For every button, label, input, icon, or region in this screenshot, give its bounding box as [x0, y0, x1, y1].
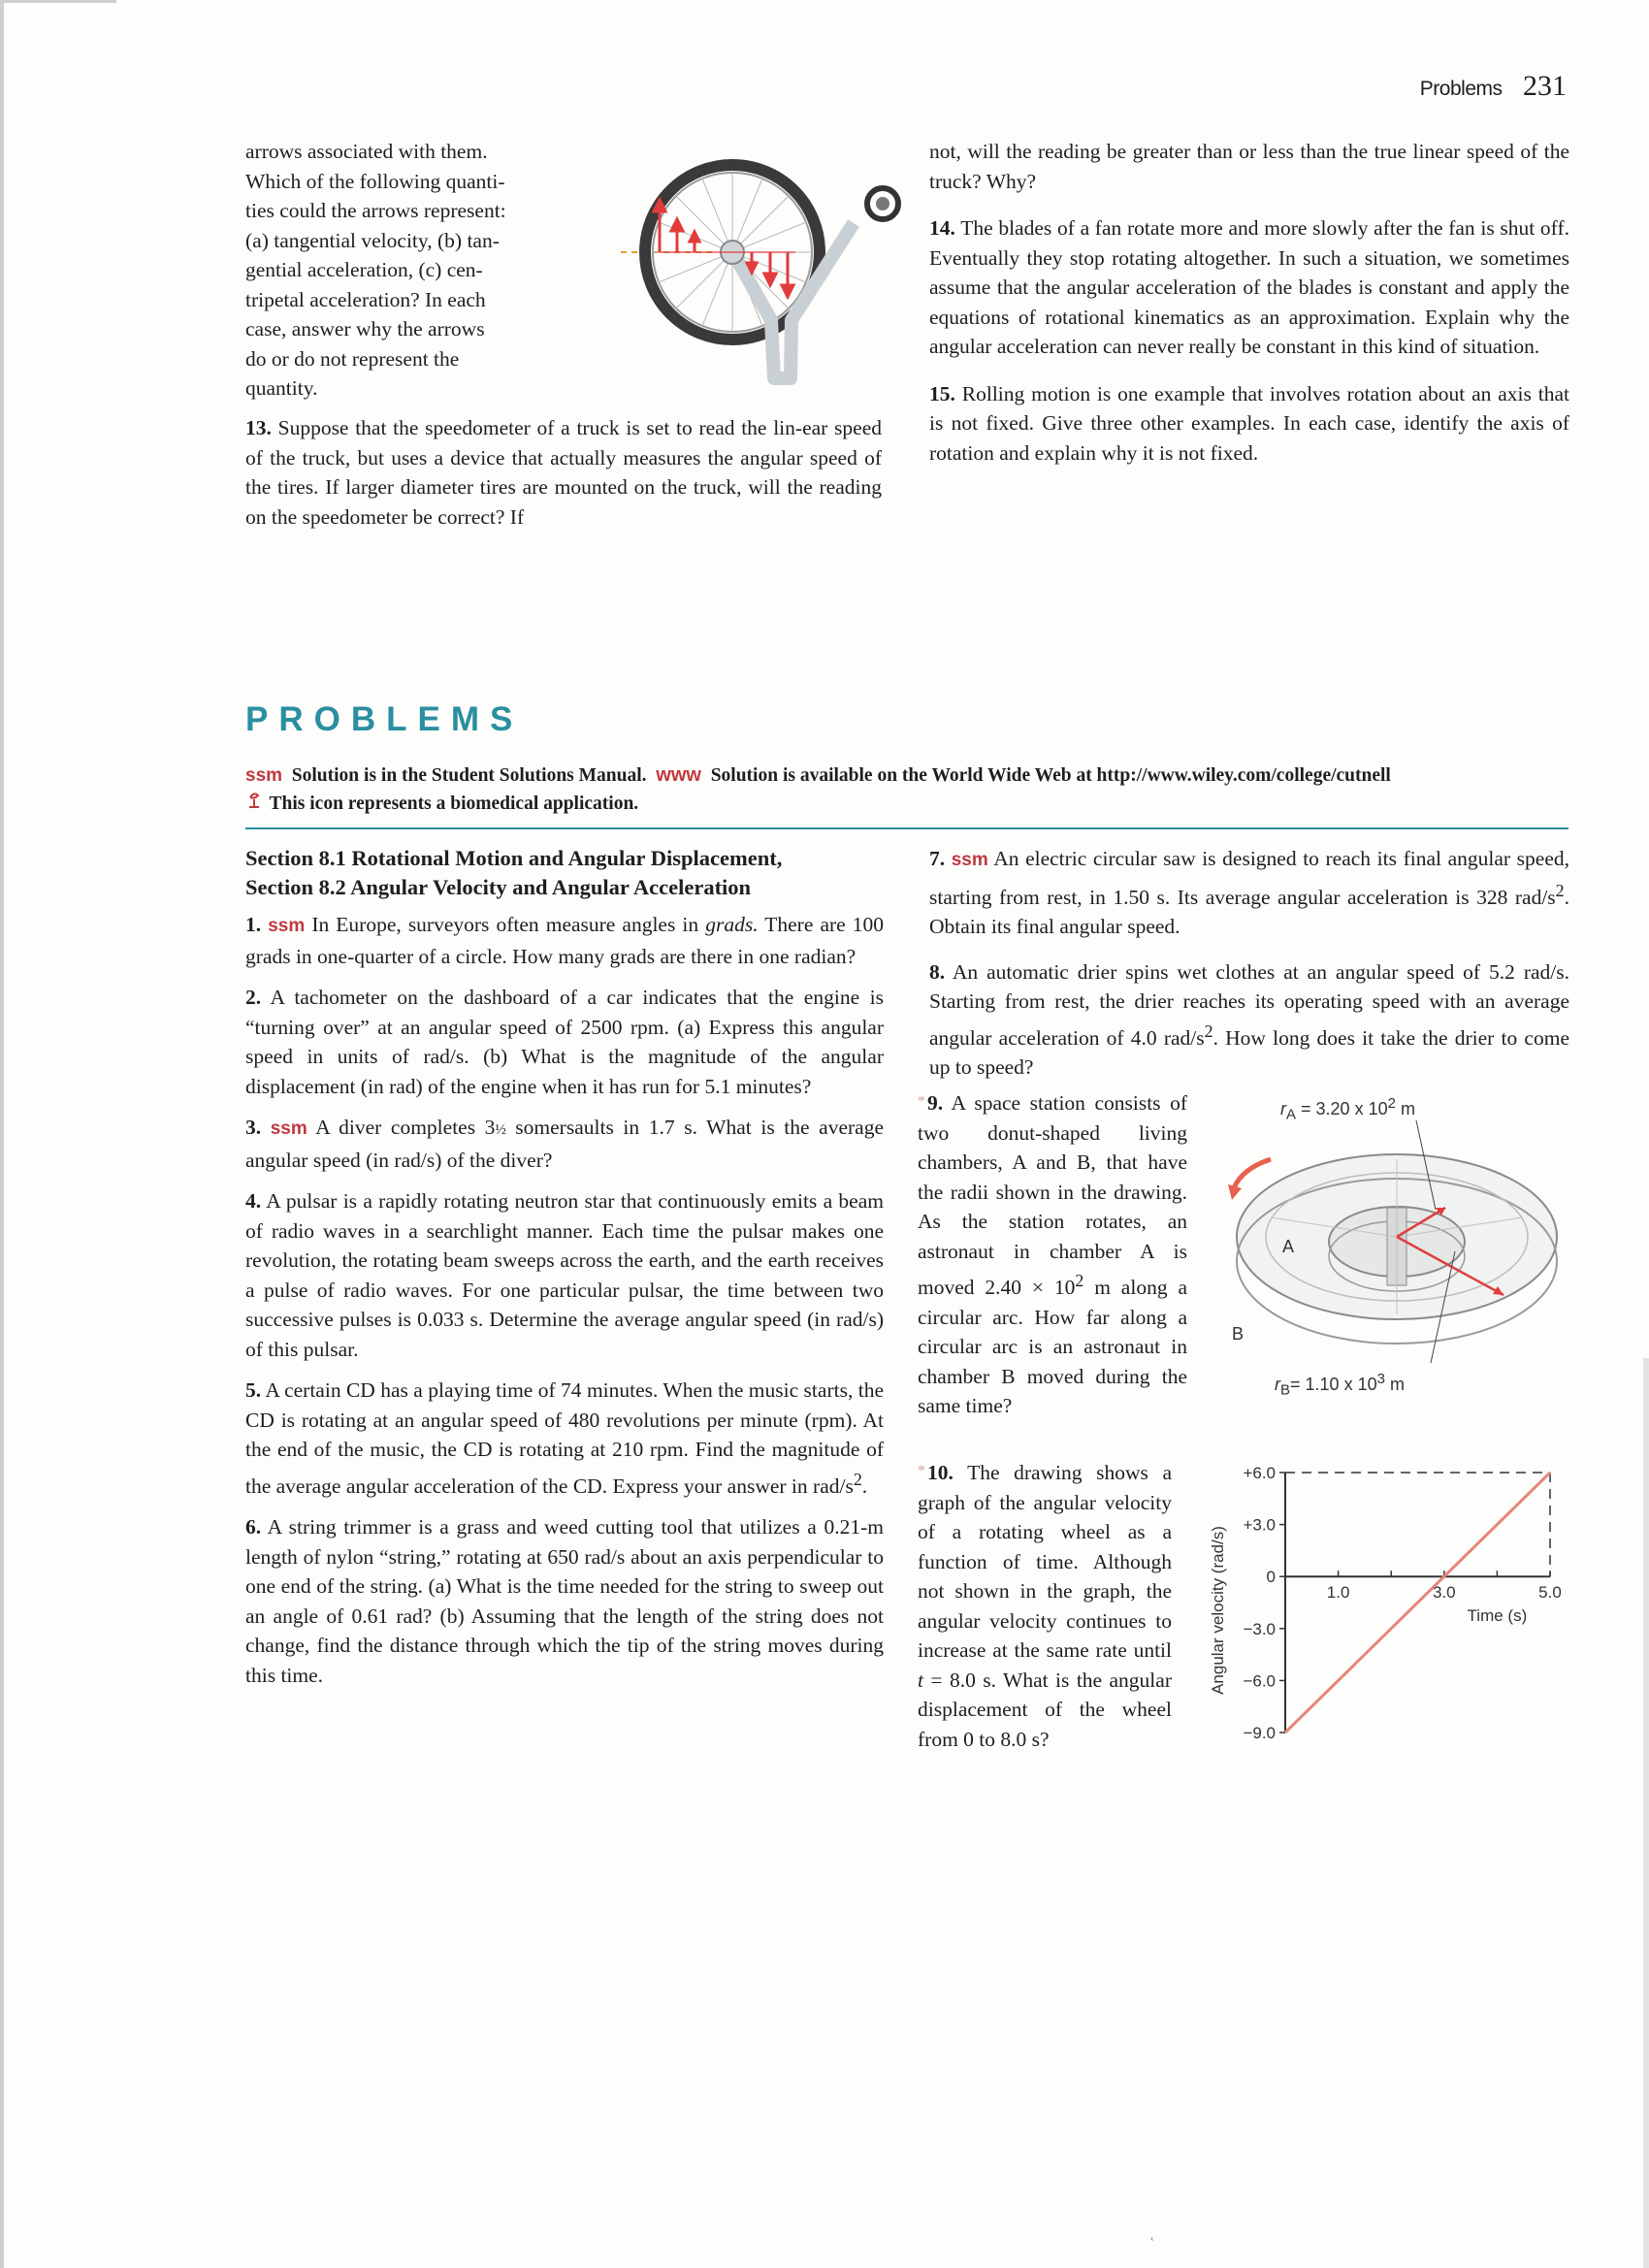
- problem-text: m along a circular arc. How far along a circular arc is an astronaut in chamber B moved during the same time?: [918, 1276, 1187, 1418]
- problem-number: 6.: [245, 1515, 262, 1539]
- problems-left-column: [245, 844, 884, 1701]
- ssm-tag: ssm: [270, 1118, 307, 1139]
- problem-number: 1.: [245, 913, 262, 936]
- r-symbol: r: [1275, 1375, 1280, 1394]
- star-marker: *: [918, 1463, 925, 1479]
- ssm-tag: ssm: [268, 916, 306, 936]
- space-station-figure: [1212, 1091, 1571, 1402]
- problem-text: The drawing shows a graph of the angular velocity of a rotating wheel as a function of time. Although not shown in the graph, the angular velocity continues to increase at the same rate until: [918, 1461, 1172, 1662]
- angular-velocity-chart: [1188, 1455, 1576, 1756]
- superscript: 2: [1555, 880, 1565, 900]
- problem-text: There are 100 grads in one-quarter of a circle. How many grads are there in one radian?: [245, 913, 885, 968]
- fraction: ½: [495, 1122, 506, 1138]
- radius-b-label: [1275, 1371, 1405, 1399]
- problem-text: . Obtain its final angular speed.: [929, 885, 1569, 939]
- q12-line: arrows associated with them.: [245, 140, 488, 163]
- problem-number: 7.: [929, 847, 946, 870]
- www-text: Solution is available on the World Wide Web at http://www.wiley.com/college/cutnell: [710, 765, 1391, 786]
- r-symbol: r: [1280, 1099, 1286, 1118]
- problem-number: 4.: [245, 1189, 262, 1213]
- problem-number: 3.: [245, 1116, 262, 1139]
- q12-line: ties could the arrows represent:: [245, 199, 506, 222]
- y-tick-label: −6.0: [1243, 1671, 1276, 1691]
- problem-3: [245, 1113, 884, 1175]
- problem-number: 10.: [927, 1461, 954, 1484]
- superscript: 2: [1075, 1271, 1084, 1290]
- footer-mark: ʿ: [1149, 2236, 1155, 2252]
- problem-number: 9.: [927, 1091, 944, 1115]
- ssm-tag: ssm: [951, 850, 988, 870]
- space-station-drawing: [1212, 1091, 1571, 1402]
- legend-line-2: [245, 790, 1565, 818]
- www-tag: www: [656, 764, 701, 786]
- biomedical-icon: [245, 790, 265, 818]
- problem-text: A string trimmer is a grass and weed cutting tool that utilizes a 0.21-m length of nylon “string,” rotating at 650 rad/s about an axis perpendicular to one end of the string. (a) What is the time needed for the string to sweep out an angle of 0.61 rad? (b) Assuming that the length of the string does not change, find the distance through which the tip of the string moves during this time.: [245, 1515, 884, 1687]
- problem-number: 2.: [245, 986, 262, 1009]
- q12-line: Which of the following quanti-: [245, 169, 505, 193]
- problem-text: .: [861, 1474, 868, 1498]
- header-label: Problems: [1419, 78, 1503, 100]
- x-axis-label: Time (s): [1467, 1606, 1528, 1626]
- exponent: 2: [1387, 1095, 1396, 1112]
- problem-number: 8.: [929, 959, 946, 984]
- question-13-continued: not, will the reading be greater than or less than the true linear speed of the truck? Why?: [929, 140, 1569, 193]
- page-edge-right: [1643, 1358, 1649, 2268]
- problem-6: [245, 1512, 884, 1690]
- unit: m: [1384, 1375, 1405, 1394]
- series-line: [1285, 1473, 1550, 1733]
- section-heading: [245, 844, 884, 902]
- y-axis-label: Angular velocity (rad/s): [1209, 1526, 1227, 1695]
- star-marker: *: [918, 1093, 925, 1110]
- question-text: Rolling motion is one example that involves rotation about an axis that is not fixed. Give three other examples. In each case, identify the axis of rotation and explain why it is not fixed.: [929, 381, 1570, 465]
- problem-2: [245, 983, 884, 1101]
- problem-text: An electric circular saw is designed to reach its final angular speed, starting from rest, in 1.50 s. Its average angular acceleration is 328 rad/s: [929, 847, 1569, 909]
- problems-right-column: [929, 844, 1569, 1094]
- y-tick-label: −3.0: [1243, 1619, 1276, 1638]
- problem-number: 5.: [245, 1378, 262, 1402]
- problem-5: [245, 1376, 884, 1501]
- problem-text: A diver completes 3: [315, 1116, 496, 1139]
- rotation-arrowhead: [1228, 1184, 1242, 1200]
- y-tick-label: +3.0: [1243, 1515, 1276, 1535]
- problems-title: PROBLEMS: [245, 700, 524, 738]
- page-edge-shadow: [0, 0, 4, 2268]
- problem-text: . How long does it take the drier to come up to speed?: [929, 1025, 1569, 1080]
- problem-emphasis: t: [918, 1668, 923, 1692]
- question-15: [929, 379, 1569, 469]
- ssm-tag: ssm: [245, 765, 283, 786]
- question-14: [929, 213, 1569, 362]
- problem-text: A space station consists of two donut-shaped living chambers, A and B, that have the radii shown in the drawing. As the station rotates, an astronaut in chamber A is moved 2.40 × 10: [918, 1091, 1187, 1300]
- problem-text: somersaults in 1.7 s. What is the average angular speed (in rad/s) of the diver?: [245, 1116, 884, 1172]
- problems-divider: [245, 827, 1568, 829]
- q12-line: (a) tangential velocity, (b) tan-: [245, 228, 500, 252]
- subscript: A: [1286, 1106, 1297, 1123]
- section-heading-line-2: Section 8.2 Angular Velocity and Angular Acceleration: [245, 875, 752, 899]
- exponent: 3: [1376, 1371, 1385, 1387]
- rotation-arrow: [1234, 1159, 1271, 1188]
- problem-text: A tachometer on the dashboard of a car indicates that the engine is “turning over” at an angular speed of 2500 rpm. (a) Express this angular speed in units of rad/s. (b) What is the magnitude of the angular displacement (in rad) of the engine when it has run for 5.1 minutes?: [245, 986, 884, 1098]
- q12-line: case, answer why the arrows: [245, 317, 485, 340]
- bicycle-wheel-figure: [601, 146, 912, 398]
- x-tick-label: 5.0: [1538, 1583, 1562, 1603]
- q12-line: do or do not represent the: [245, 346, 460, 371]
- x-tick-label: 1.0: [1326, 1583, 1350, 1603]
- question-number: 13.: [245, 416, 272, 439]
- x-tick-label: 3.0: [1432, 1583, 1456, 1603]
- problem-text: = 8.0 s. What is the angular displacement of the wheel from 0 to 8.0 s?: [918, 1668, 1172, 1751]
- q12-continuation: [245, 137, 562, 404]
- problem-1: [245, 910, 884, 971]
- radius-value: = 3.20 x 10: [1296, 1099, 1388, 1118]
- angular-velocity-chart-svg: [1188, 1455, 1576, 1756]
- problem-emphasis: grads.: [705, 913, 759, 936]
- section-heading-line-1: Section 8.1 Rotational Motion and Angular Displacement,: [245, 846, 783, 870]
- q12-line: tripetal acceleration? In each: [245, 287, 486, 311]
- question-text: Suppose that the speedometer of a truck is set to read the lin-ear speed of the truck, but uses a device that actually measures the angular speed of the tires. If larger diameter tires are mounted on the truck, will the reading on the speedometer be correct? If: [245, 416, 882, 529]
- q12-line: quantity.: [245, 376, 318, 400]
- y-tick-label: 0: [1266, 1568, 1276, 1587]
- page-number: 231: [1523, 70, 1567, 102]
- subscript: B: [1280, 1381, 1291, 1399]
- problem-10: [918, 1457, 1172, 1754]
- q13-left-column: [245, 413, 882, 543]
- question-number: 15.: [929, 381, 955, 405]
- radius-value: = 1.10 x 10: [1290, 1375, 1377, 1394]
- problem-8: [929, 957, 1569, 1083]
- gear-center: [876, 197, 889, 211]
- problem-text: A certain CD has a playing time of 74 minutes. When the music starts, the CD is rotating at an angular speed of 480 revolutions per minute (rpm). At the end of the music, the CD is rotating at 210 rpm. Find the magnitude of the average angular acceleration of the CD. Express your answer in rad/s: [245, 1378, 884, 1498]
- ssm-text: Solution is in the Student Solutions Manual.: [291, 765, 647, 786]
- chamber-a-label: A: [1282, 1237, 1295, 1256]
- superscript: 2: [1204, 1021, 1213, 1041]
- right-column-top: [929, 137, 1569, 479]
- problems-legend: [245, 761, 1565, 818]
- question-text: The blades of a fan rotate more and more slowly after the fan is shut off. Eventually they stop rotating altogether. In such a situation, we sometimes assume that the angular acceleration of the blades is constant and apply the equations of rotational kinematics as an approximation. Explain why the angular acceleration can never really be constant in this kind of situation.: [929, 216, 1569, 358]
- superscript: 2: [853, 1469, 862, 1489]
- problem-text: In Europe, surveyors often measure angles in: [311, 913, 706, 936]
- unit: m: [1395, 1099, 1415, 1118]
- chamber-b-label: B: [1232, 1324, 1245, 1344]
- legend-line-1: [245, 761, 1565, 790]
- bicycle-wheel-drawing: [601, 146, 912, 398]
- problem-7: [929, 844, 1569, 942]
- problem-4: [245, 1186, 884, 1364]
- question-13: [245, 413, 882, 532]
- y-tick-label: +6.0: [1243, 1464, 1276, 1482]
- radius-a-label: [1280, 1095, 1415, 1123]
- problem-text: A pulsar is a rapidly rotating neutron star that continuously emits a beam of radio waves in a searchlight manner. Each time the pulsar makes one revolution, the rotating beam sweeps across the earth, and the earth receives a pulse of radio waves. For one particular pulsar, the time between two successive pulses is 0.033 s. Determine the average angular speed (in rad/s) of this pulsar.: [245, 1189, 884, 1361]
- problem-text: An automatic drier spins wet clothes at an angular speed of 5.2 rad/s. Starting from rest, the drier reaches its operating speed with an average angular acceleration of 4.0 rad/s: [929, 959, 1569, 1050]
- question-number: 14.: [929, 216, 955, 240]
- y-tick-label: −9.0: [1243, 1724, 1276, 1742]
- q12-line: gential acceleration, (c) cen-: [245, 258, 483, 281]
- problem-9: [918, 1087, 1187, 1421]
- page-edge-top: [0, 0, 116, 3]
- running-header: [1420, 70, 1567, 103]
- bio-text: This icon represents a biomedical application.: [269, 794, 639, 814]
